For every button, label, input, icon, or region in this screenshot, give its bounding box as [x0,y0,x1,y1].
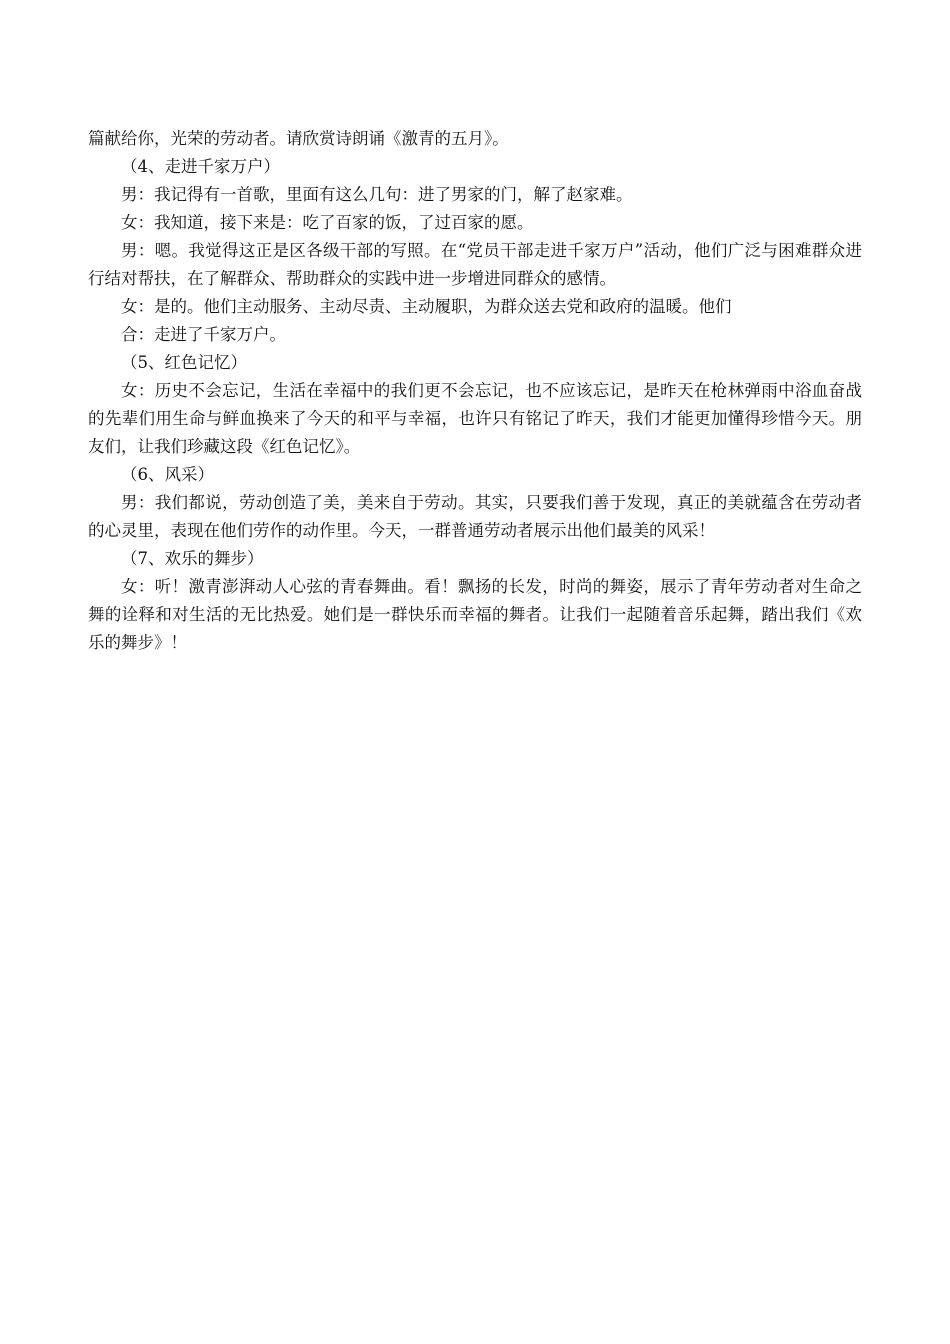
section-heading-6: （6、风采） [121,465,214,484]
dialogue-line: 男：我记得有一首歌，里面有这么几句：进了男家的门，解了赵家难。 [121,185,633,204]
dialogue-line: 女：是的。他们主动服务、主动尽责、主动履职，为群众送去党和政府的温暖。他们 [121,297,732,316]
dialogue-line: 女：听！激青澎湃动人心弦的青春舞曲。看！飘扬的长发，时尚的舞姿，展示了青年劳动者对生命之舞的诠释和对生活的无比热爱。她们是一群快乐而幸福的舞者。让我们一起随着音乐起舞，踏出我们《欢乐的舞步》！ [88,577,862,652]
dialogue-line: 男：我们都说，劳动创造了美，美来自于劳动。其实，只要我们善于发现，真正的美就蕴含在劳动者的心灵里，表现在他们劳作的动作里。今天，一群普通劳动者展示出他们最美的风采！ [88,493,862,540]
dialogue-line: 合：走进了千家万户。 [121,325,286,344]
section-heading-5: （5、红色记忆） [121,353,247,372]
section-heading-4: （4、走进千家万户） [121,157,280,176]
dialogue-line: 女：我知道，接下来是：吃了百家的饭，了过百家的愿。 [121,213,534,232]
paragraph-intro-continuation: 篇献给你，光荣的劳动者。请欣赏诗朗诵《激青的五月》。 [88,129,509,148]
document-body [88,125,862,657]
dialogue-line: 女：历史不会忘记，生活在幸福中的我们更不会忘记，也不应该忘记，是昨天在枪林弹雨中浴血奋战的先辈们用生命与鲜血换来了今天的和平与幸福，也许只有铭记了昨天，我们才能更加懂得珍惜今天。朋友们，让我们珍藏这段《红色记忆》。 [88,381,862,456]
section-heading-7: （7、欢乐的舞步） [121,549,264,568]
dialogue-line: 男：嗯。我觉得这正是区各级干部的写照。在“党员干部走进千家万户”活动，他们广泛与困难群众进行结对帮扶，在了解群众、帮助群众的实践中进一步增进同群众的感情。 [88,241,862,288]
